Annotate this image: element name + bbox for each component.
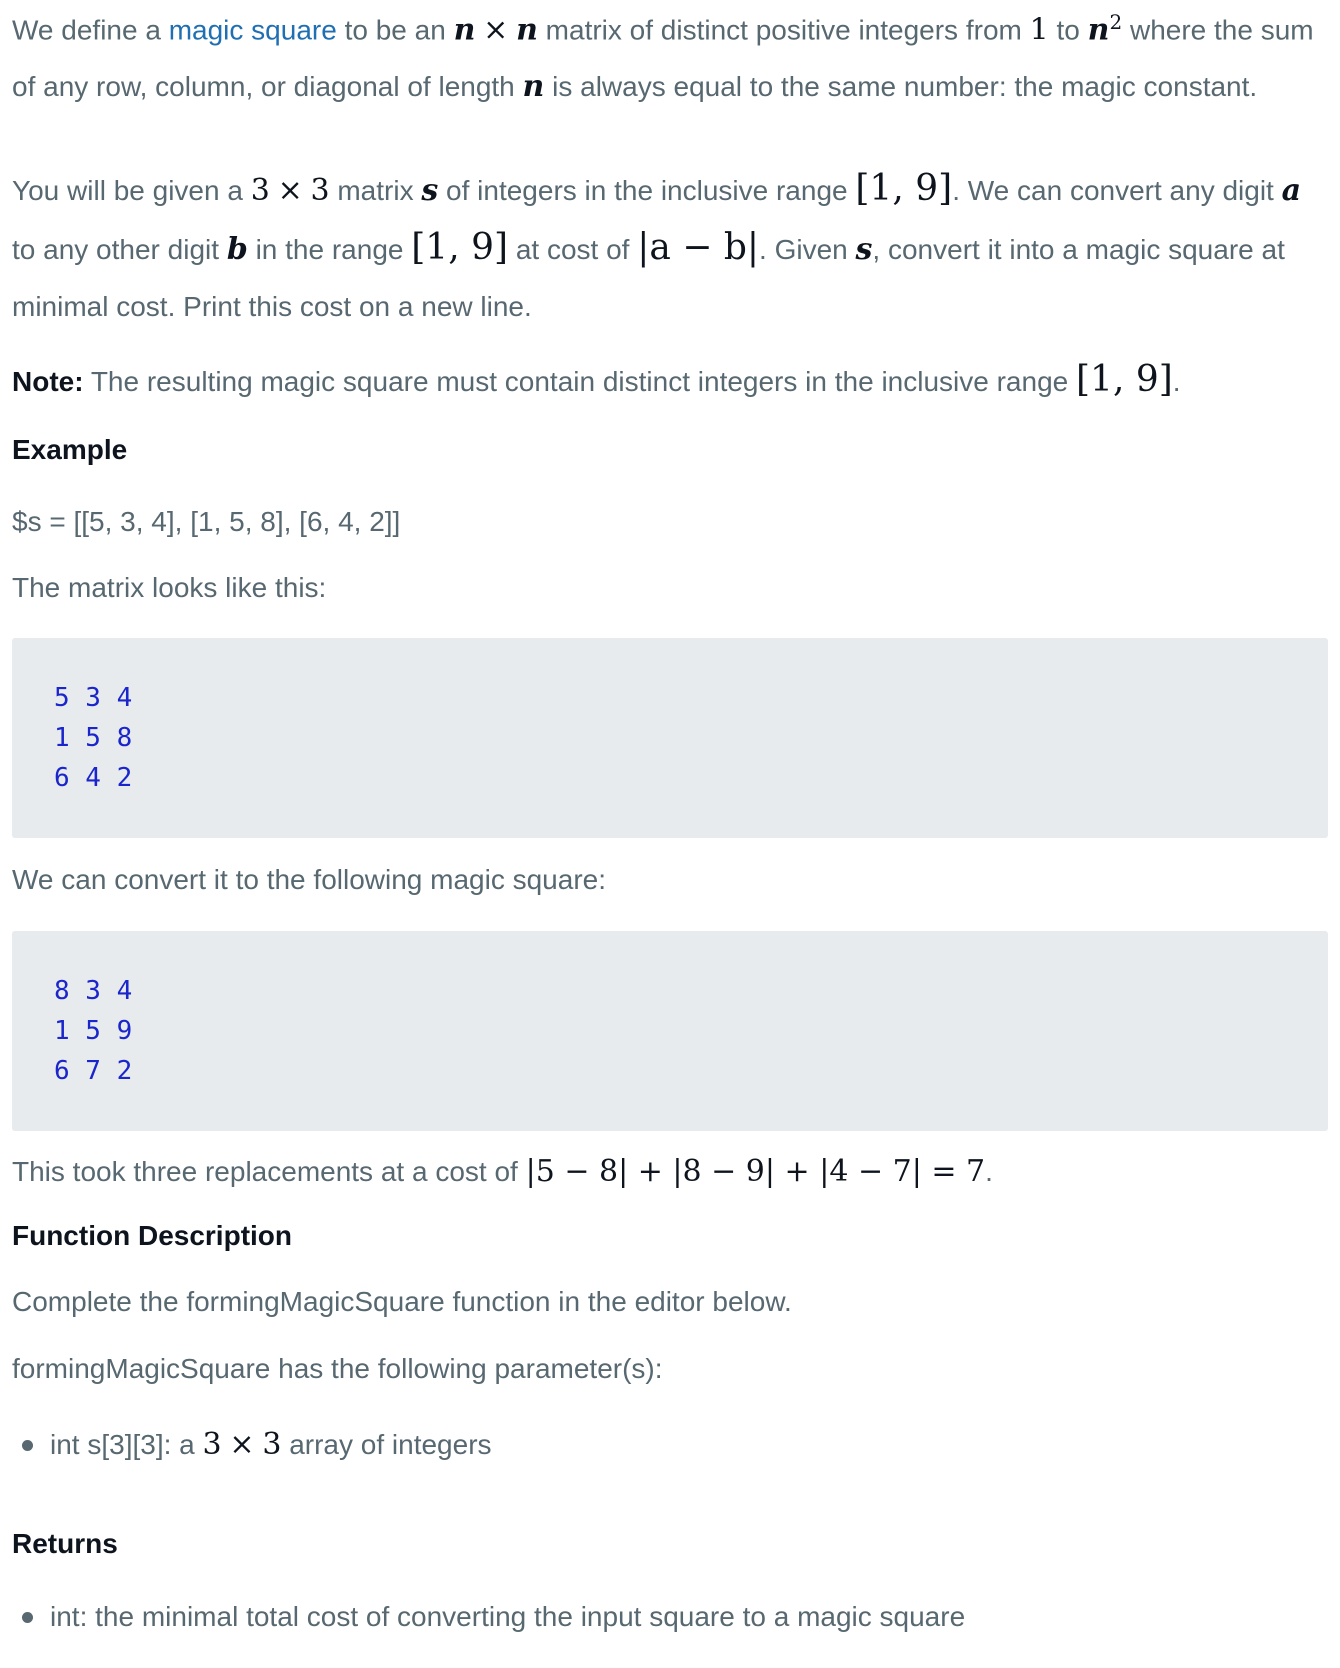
text: of integers in the inclusive range bbox=[438, 175, 856, 206]
intro-paragraph-2 bbox=[12, 160, 1328, 335]
math-cost-expression: |5 − 8| + |8 − 9| + |4 − 7| = 7 bbox=[525, 1154, 986, 1189]
text: matrix bbox=[329, 175, 422, 206]
intro-paragraph-1 bbox=[12, 0, 1328, 115]
math-n: n bbox=[516, 12, 538, 48]
math-abs-difference: |a − b| bbox=[637, 227, 760, 268]
text: in the range bbox=[247, 234, 412, 265]
function-params-text: formingMagicSquare has the following parameter(s): bbox=[12, 1353, 663, 1384]
text: . We can convert any digit bbox=[952, 175, 1282, 206]
matrix-row: 5 3 4 bbox=[54, 683, 133, 713]
math-range: [1, 9] bbox=[855, 168, 953, 209]
math-three: 3 bbox=[310, 173, 330, 208]
math-times: × bbox=[277, 173, 303, 208]
text: This took three replacements at a cost of bbox=[12, 1156, 526, 1187]
function-description-heading: Function Description bbox=[12, 1220, 292, 1251]
example-convert-text: We can convert it to the following magic square: bbox=[12, 864, 607, 895]
note-paragraph bbox=[12, 351, 1328, 410]
list-item bbox=[50, 1416, 1340, 1473]
math-three: 3 bbox=[262, 1427, 282, 1462]
math-n: n bbox=[453, 12, 476, 48]
magic-square-link[interactable]: magic square bbox=[168, 14, 337, 46]
math-one: 1 bbox=[1029, 12, 1049, 48]
note-label: Note: bbox=[12, 366, 84, 397]
list-item: int: the minimal total cost of converting the input square to a magic square bbox=[50, 1588, 1340, 1645]
text: array of integers bbox=[281, 1429, 492, 1460]
text: to bbox=[1048, 14, 1088, 46]
matrix-code-block-2 bbox=[12, 931, 1328, 1131]
parameter-list bbox=[12, 1416, 1340, 1473]
function-complete-text: Complete the formingMagicSquare function in the editor below. bbox=[12, 1286, 792, 1317]
math-range: [1, 9] bbox=[411, 227, 509, 268]
text: to any other digit bbox=[12, 234, 227, 265]
text: to be an bbox=[336, 14, 454, 46]
math-times: × bbox=[483, 12, 509, 48]
example-looks-like: The matrix looks like this: bbox=[12, 572, 327, 603]
text: matrix of distinct positive integers from bbox=[537, 14, 1030, 46]
matrix-row: 1 5 9 bbox=[54, 1016, 133, 1046]
text: . bbox=[985, 1156, 993, 1187]
text: . bbox=[1172, 366, 1181, 397]
math-a: a bbox=[1281, 173, 1302, 208]
math-three: 3 bbox=[250, 173, 270, 208]
math-s: s bbox=[421, 173, 439, 208]
math-b: b bbox=[226, 232, 248, 267]
example-s-line: $s = [[5, 3, 4], [1, 5, 8], [6, 4, 2]] bbox=[12, 506, 401, 537]
text: You will be given a bbox=[12, 175, 251, 206]
text: We define a bbox=[12, 14, 169, 46]
text: int s[3][3]: a bbox=[50, 1429, 203, 1460]
text: where the sum of any row, column, or diagonal of length bbox=[12, 14, 1314, 103]
matrix-row: 6 7 2 bbox=[54, 1056, 133, 1086]
math-times: × bbox=[229, 1427, 255, 1462]
text: is always equal to the same number: the magic constant. bbox=[544, 71, 1258, 103]
matrix-row: 1 5 8 bbox=[54, 723, 133, 753]
matrix-row: 6 4 2 bbox=[54, 763, 133, 793]
math-range: [1, 9] bbox=[1076, 359, 1173, 400]
math-n: n bbox=[522, 69, 545, 105]
text: , convert it into a magic square at minimal cost. Print this cost on a new line. bbox=[12, 234, 1285, 322]
text: at cost of bbox=[508, 234, 638, 265]
math-s: s bbox=[855, 232, 873, 267]
example-heading: Example bbox=[12, 434, 128, 465]
matrix-code-block-1 bbox=[12, 638, 1328, 838]
math-n: n bbox=[1087, 12, 1110, 48]
example-cost-text bbox=[12, 1143, 1328, 1200]
returns-list bbox=[12, 1588, 1340, 1645]
returns-heading: Returns bbox=[12, 1528, 118, 1559]
text: The resulting magic square must contain distinct integers in the inclusive range bbox=[83, 366, 1076, 397]
math-exponent: 2 bbox=[1109, 10, 1123, 34]
math-three: 3 bbox=[202, 1427, 222, 1462]
text: . Given bbox=[759, 234, 856, 265]
matrix-row: 8 3 4 bbox=[54, 976, 133, 1006]
